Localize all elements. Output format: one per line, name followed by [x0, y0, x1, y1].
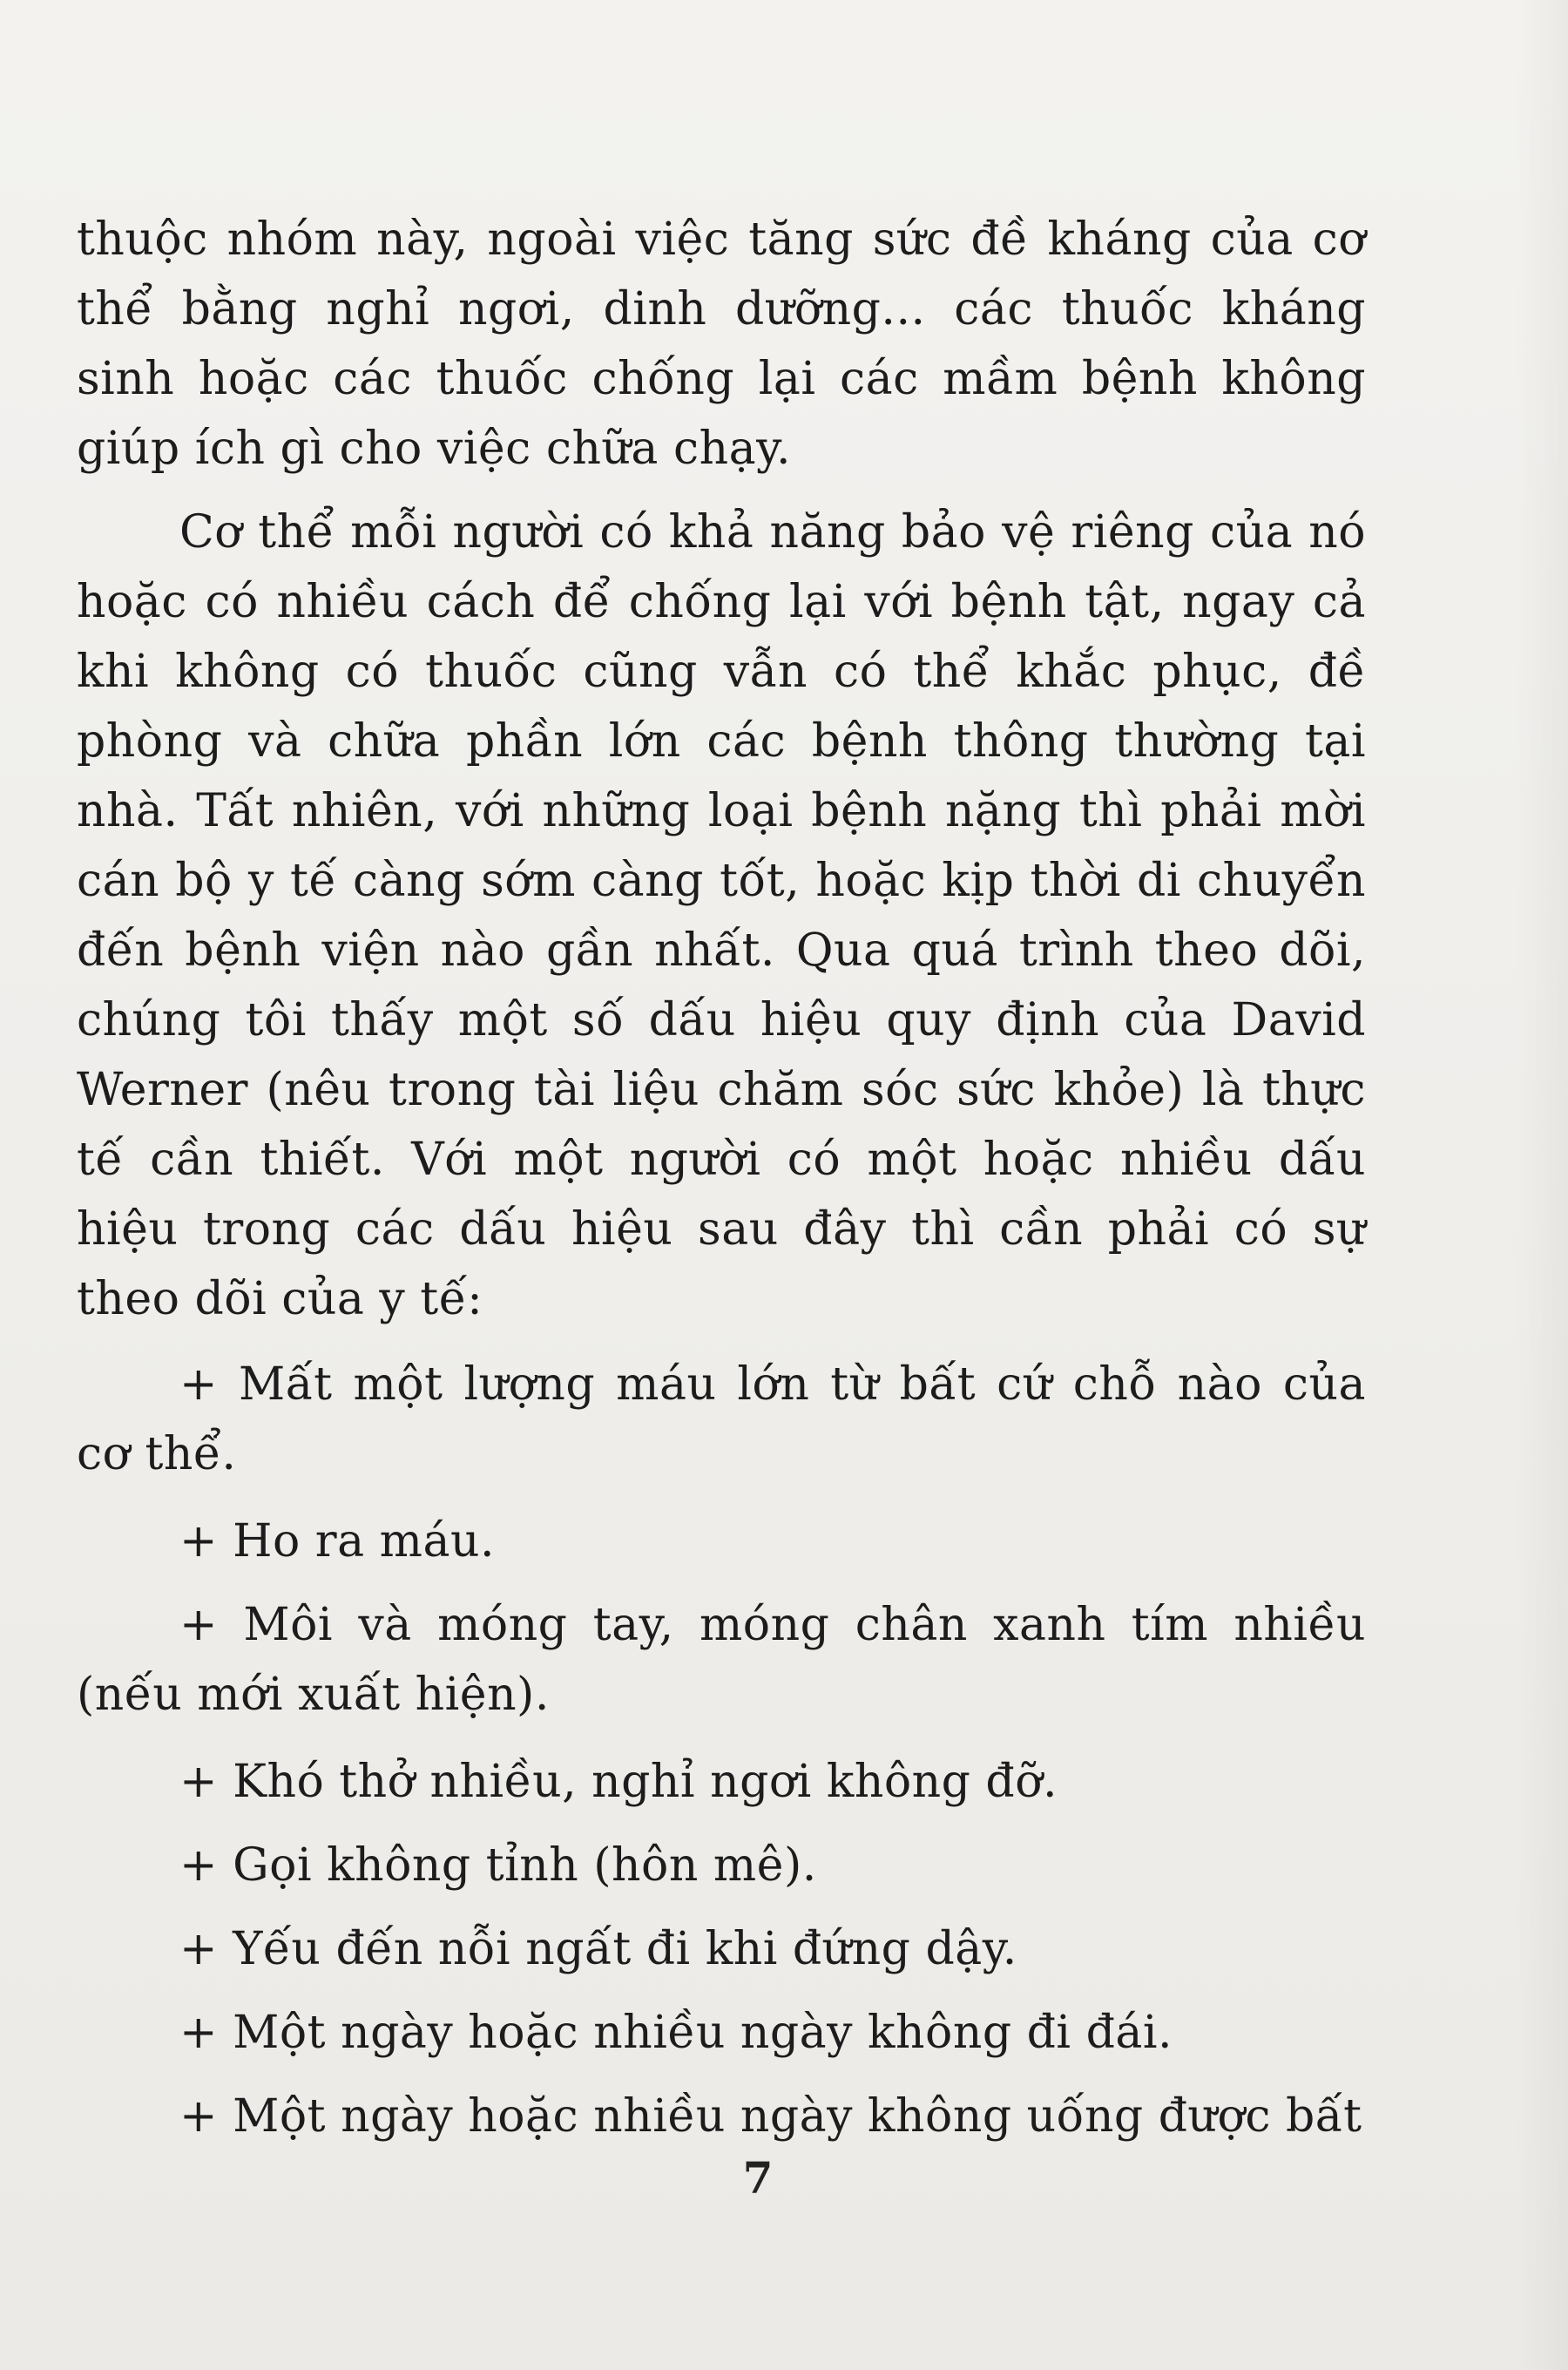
- paragraph-body-defense: Cơ thể mỗi người có khả năng bảo vệ riêng của nó hoặc có nhiều cách để chống lại với bệnh tật, ngay cả khi không có thuốc cũng vẫn có thể khắc phục, đề phòng và chữa phần lớn các bệnh thông thường tại nhà. Tất nhiên, với những loại bệnh nặng thì phải mời cán bộ y tế càng sớm càng tốt, hoặc kịp thời di chuyển đến bệnh viện nào gần nhất. Qua quá trình theo dõi, chúng tôi thấy một số dấu hiệu quy định của David Werner (nêu trong tài liệu chăm sóc sức khỏe) là thực tế cần thiết. Với một người có một hoặc nhiều dấu hiệu trong các dấu hiệu sau đây thì cần phải có sự theo dõi của y tế:: [77, 506, 1366, 1325]
- list-item: + Môi và móng tay, móng chân xanh tím nhiều (nếu mới xuất hiện).: [77, 1599, 1366, 1721]
- paragraph-continuation: thuộc nhóm này, ngoài việc tăng sức đề kháng của cơ thể bằng nghỉ ngơi, dinh dưỡng... các thuốc kháng sinh hoặc các thuốc chống lại các mầm bệnh không giúp ích gì cho việc chữa chạy.: [77, 213, 1366, 475]
- page-edge-shadow: [1516, 0, 1568, 2370]
- list-item: + Khó thở nhiều, nghỉ ngơi không đỡ.: [179, 1756, 1058, 1808]
- list-item: + Một ngày hoặc nhiều ngày không đi đái.: [179, 2007, 1173, 2059]
- list-item: + Gọi không tỉnh (hôn mê).: [179, 1839, 817, 1892]
- warning-signs-list: [77, 1350, 1366, 2151]
- page-number: 7: [742, 2152, 774, 2204]
- body-text: [77, 205, 1366, 2165]
- list-item: + Ho ra máu.: [179, 1515, 496, 1568]
- list-item: + Một ngày hoặc nhiều ngày không uống được bất: [179, 2090, 1362, 2143]
- list-item: + Mất một lượng máu lớn từ bất cứ chỗ nào của cơ thể.: [77, 1358, 1366, 1480]
- list-item: + Yếu đến nỗi ngất đi khi đứng dậy.: [179, 1923, 1017, 1975]
